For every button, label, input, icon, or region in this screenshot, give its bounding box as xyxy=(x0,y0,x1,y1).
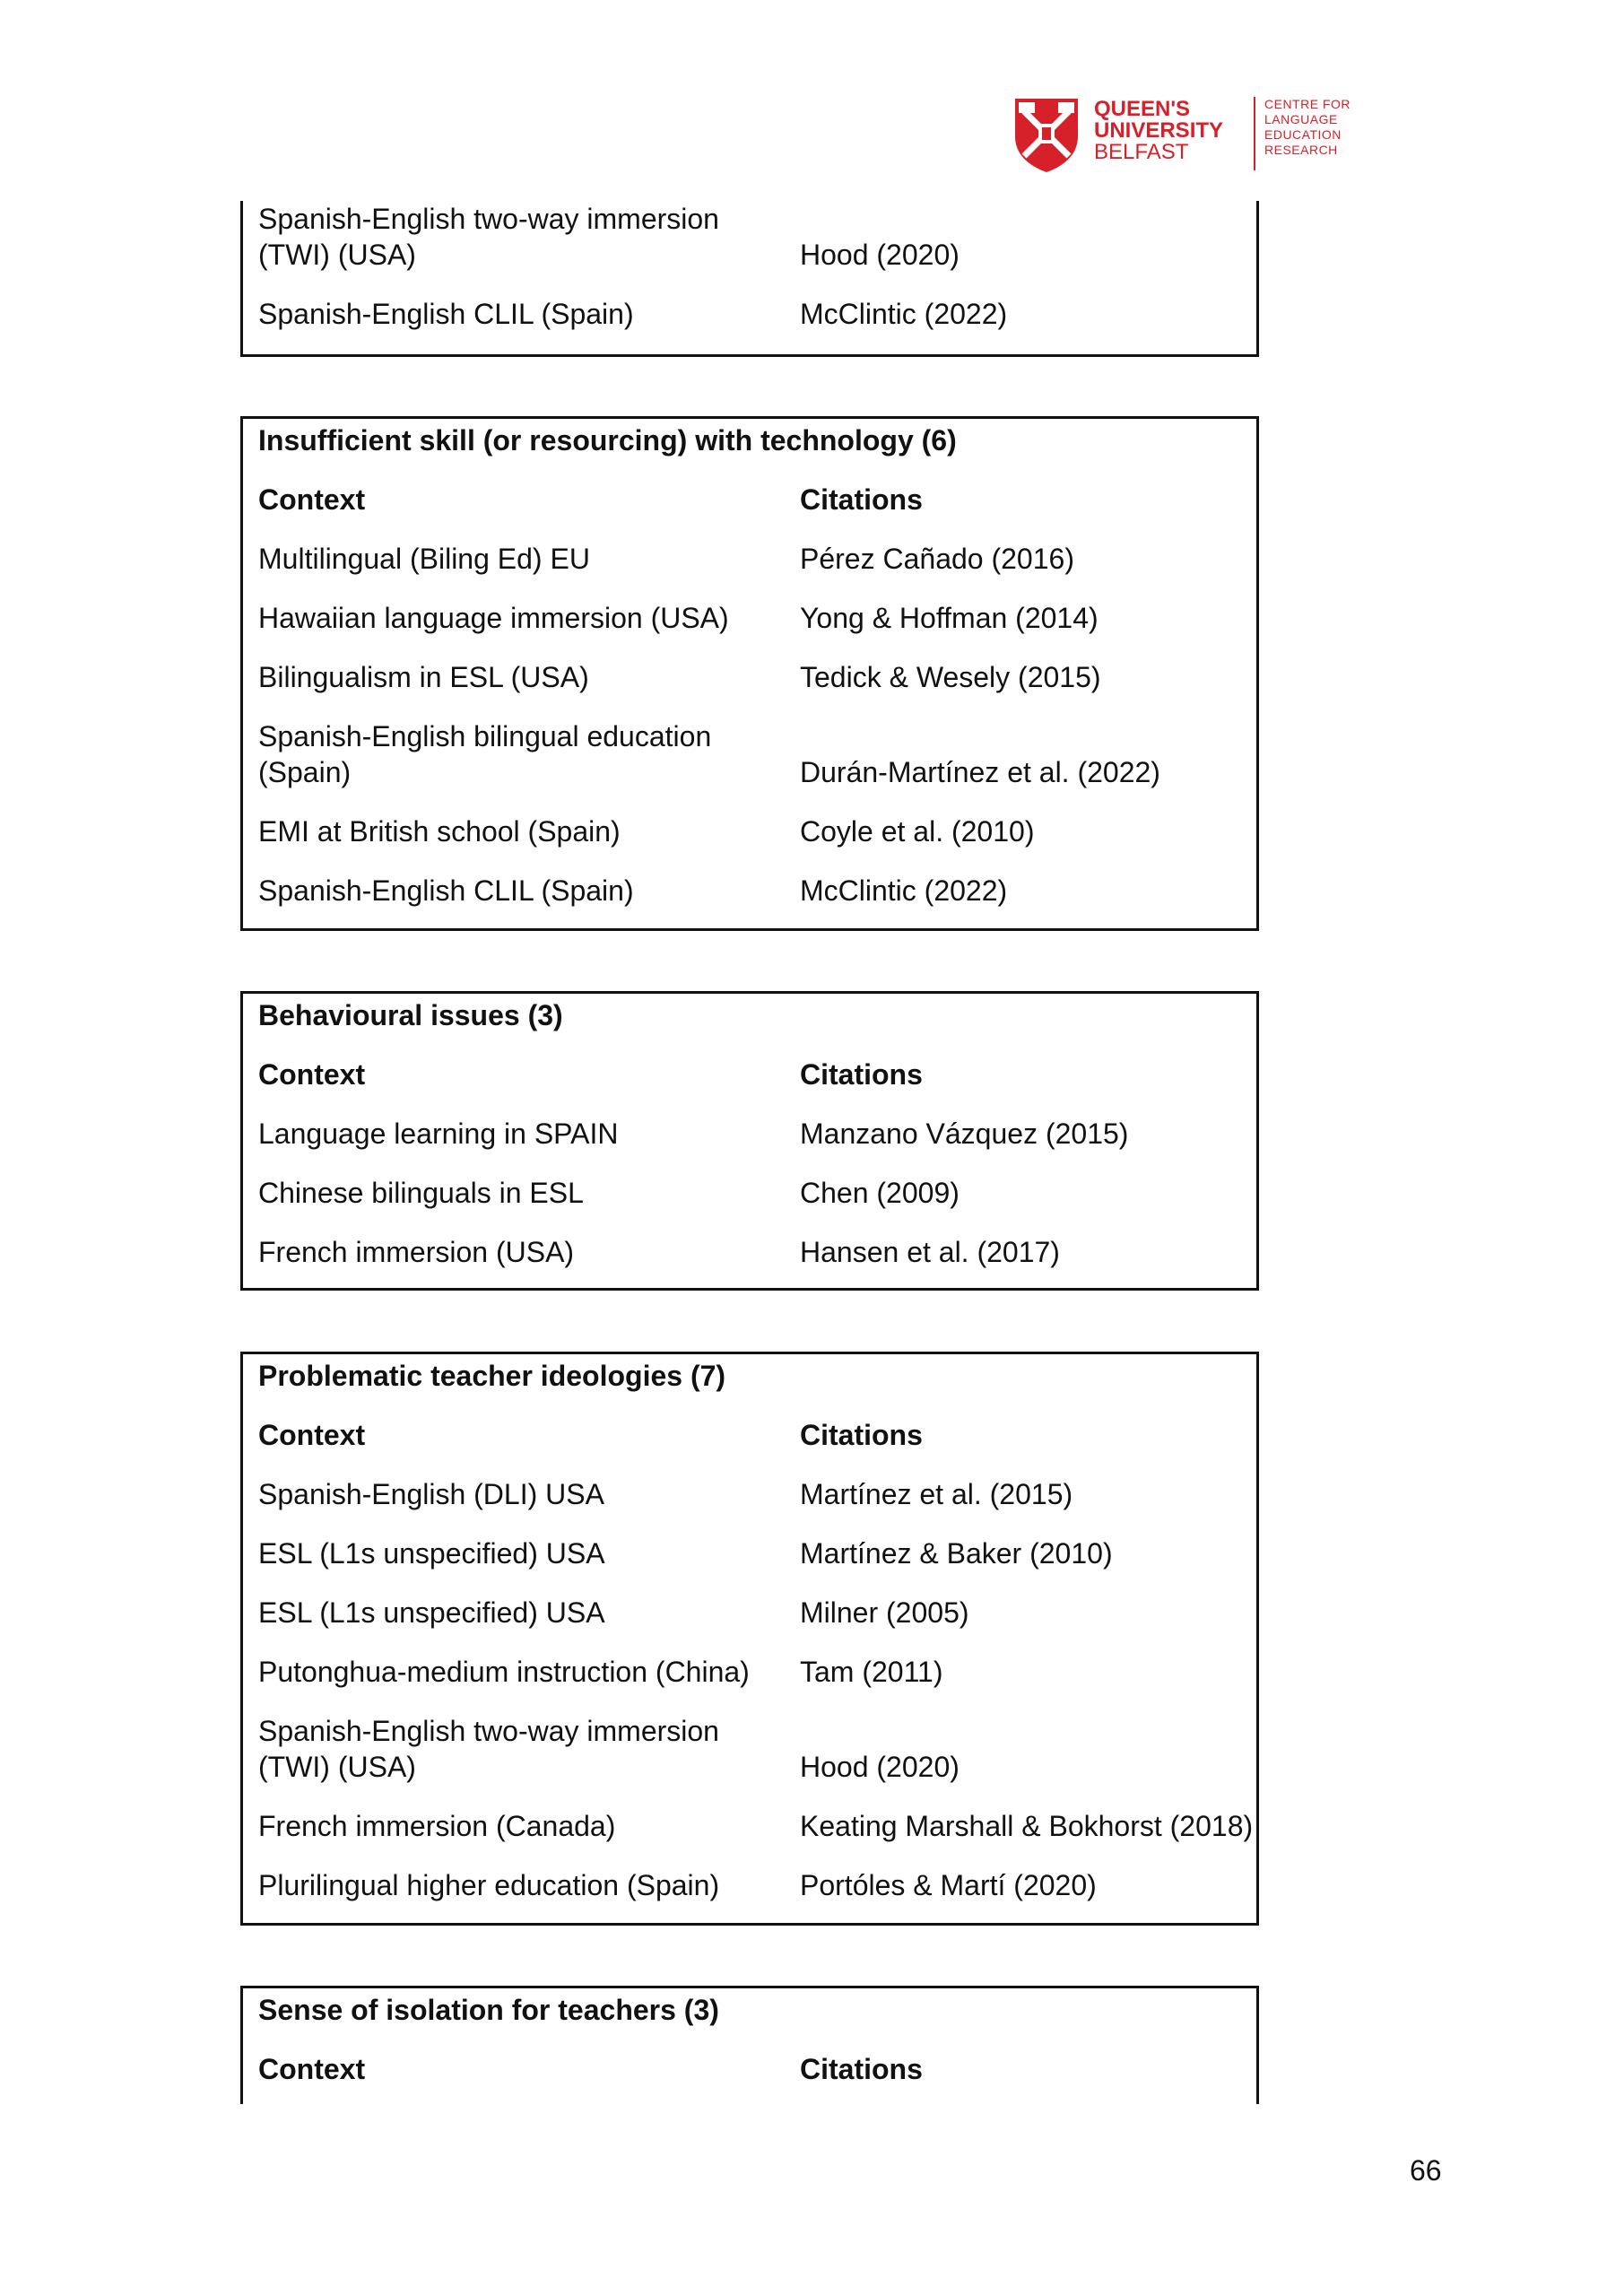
ideologies-table: Problematic teacher ideologies (7) Context Citations Spanish-English (DLI) USA Martínez et al. (2015) ESL (L1s unspecified) USA Martínez & Baker (2010) ESL (L1s unspecified) USA Milner (2005) Putonghua-medium instruction (China) Tam (2011) Spanish-English two-way immersion (TWI) (USA) Hood (2020) French immersion (Canada) Keating Marshall & Bokhorst (2018) Plurilingual higher education (Spain) Portóles & Martí (2020) xyxy=(240,1352,1259,1926)
technology-table: Insufficient skill (or resourcing) with technology (6) Context Citations Multilingual (Biling Ed) EU Pérez Cañado (2016) Hawaiian language immersion (USA) Yong & Hoffman (2014) Bilingualism in ESL (USA) Tedick & Wesely (2015) Spanish-English bilingual education (Spain) Durán-Martínez et al. (2022) EMI at British school (Spain) Coyle et al. (2010) Spanish-English CLIL (Spain) McClintic (2022) xyxy=(240,416,1259,931)
column-header-context: Context xyxy=(258,2053,366,2085)
behavioural-table: Behavioural issues (3) Context Citations Language learning in SPAIN Manzano Vázquez (2015) Chinese bilinguals in ESL Chen (2009) French immersion (USA) Hansen et al. (2017) xyxy=(240,991,1259,1291)
context-cell: French immersion (Canada) xyxy=(258,1810,616,1842)
context-cell: ESL (L1s unspecified) USA xyxy=(258,1596,605,1629)
column-header-citations: Citations xyxy=(800,483,923,516)
citation-cell: Durán-Martínez et al. (2022) xyxy=(800,756,1160,788)
table-row xyxy=(258,201,1247,273)
context-cell: Language learning in SPAIN xyxy=(258,1118,619,1150)
citation-cell: Milner (2005) xyxy=(800,1596,969,1629)
citation-cell: Martínez et al. (2015) xyxy=(800,1478,1073,1510)
context-cell: Multilingual (Biling Ed) EU xyxy=(258,543,590,575)
university-name: QUEEN'S UNIVERSITY BELFAST xyxy=(1094,97,1224,164)
citation-cell: McClintic (2022) xyxy=(800,874,1008,907)
citation-cell: Manzano Vázquez (2015) xyxy=(800,1118,1129,1150)
column-header-citations: Citations xyxy=(800,1419,923,1451)
column-header-citations: Citations xyxy=(800,1058,923,1091)
context-cell: Bilingualism in ESL (USA) xyxy=(258,661,589,693)
citation-cell: Hood (2020) xyxy=(800,239,960,271)
column-header-context: Context xyxy=(258,1058,366,1091)
centre-name: CENTRE FOR LANGUAGE EDUCATION RESEARCH xyxy=(1264,97,1350,157)
isolation-table: Sense of isolation for teachers (3) Context Citations xyxy=(240,1986,1259,2104)
context-cell: Hawaiian language immersion (USA) xyxy=(258,602,729,634)
context-cell: (TWI) (USA) xyxy=(258,239,416,271)
citation-cell: Martínez & Baker (2010) xyxy=(800,1537,1113,1570)
citation-cell: Portóles & Martí (2020) xyxy=(800,1869,1097,1901)
citation-cell: Coyle et al. (2010) xyxy=(800,815,1035,848)
qub-clever-logo xyxy=(1012,93,1352,179)
citation-cell: Tam (2011) xyxy=(800,1656,943,1688)
context-cell: ESL (L1s unspecified) USA xyxy=(258,1537,605,1570)
context-cell: Putonghua-medium instruction (China) xyxy=(258,1656,750,1688)
context-cell: (TWI) (USA) xyxy=(258,1751,416,1783)
context-cell: EMI at British school (Spain) xyxy=(258,815,621,848)
citation-cell: Tedick & Wesely (2015) xyxy=(800,661,1101,693)
context-cell: Spanish-English two-way immersion xyxy=(258,1715,719,1747)
column-header-citations: Citations xyxy=(800,2053,923,2085)
page-number: 66 xyxy=(1410,2154,1442,2187)
context-cell: Spanish-English CLIL (Spain) xyxy=(258,874,634,907)
citation-cell: McClintic (2022) xyxy=(800,298,1008,330)
logo-divider xyxy=(1254,97,1255,170)
citation-cell: Hood (2020) xyxy=(800,1751,960,1783)
context-cell: French immersion (USA) xyxy=(258,1236,575,1268)
context-cell: Spanish-English bilingual education xyxy=(258,720,712,752)
citation-cell: Yong & Hoffman (2014) xyxy=(800,602,1099,634)
context-cell: Chinese bilinguals in ESL xyxy=(258,1177,584,1209)
continued-table xyxy=(240,201,1259,357)
citation-cell: Keating Marshall & Bokhorst (2018) xyxy=(800,1810,1254,1842)
column-header-context: Context xyxy=(258,1419,366,1451)
qub-crest-icon xyxy=(1012,97,1081,174)
context-cell: Spanish-English two-way immersion xyxy=(258,203,719,235)
column-header-context: Context xyxy=(258,483,366,516)
table-row xyxy=(258,1713,1247,1785)
context-cell: Spanish-English (DLI) USA xyxy=(258,1478,604,1510)
citation-cell: Hansen et al. (2017) xyxy=(800,1236,1060,1268)
citation-cell: Chen (2009) xyxy=(800,1177,960,1209)
context-cell: (Spain) xyxy=(258,756,352,788)
context-cell: Plurilingual higher education (Spain) xyxy=(258,1869,720,1901)
context-cell: Spanish-English CLIL (Spain) xyxy=(258,298,634,330)
table-row xyxy=(258,718,1247,790)
citation-cell: Pérez Cañado (2016) xyxy=(800,543,1074,575)
